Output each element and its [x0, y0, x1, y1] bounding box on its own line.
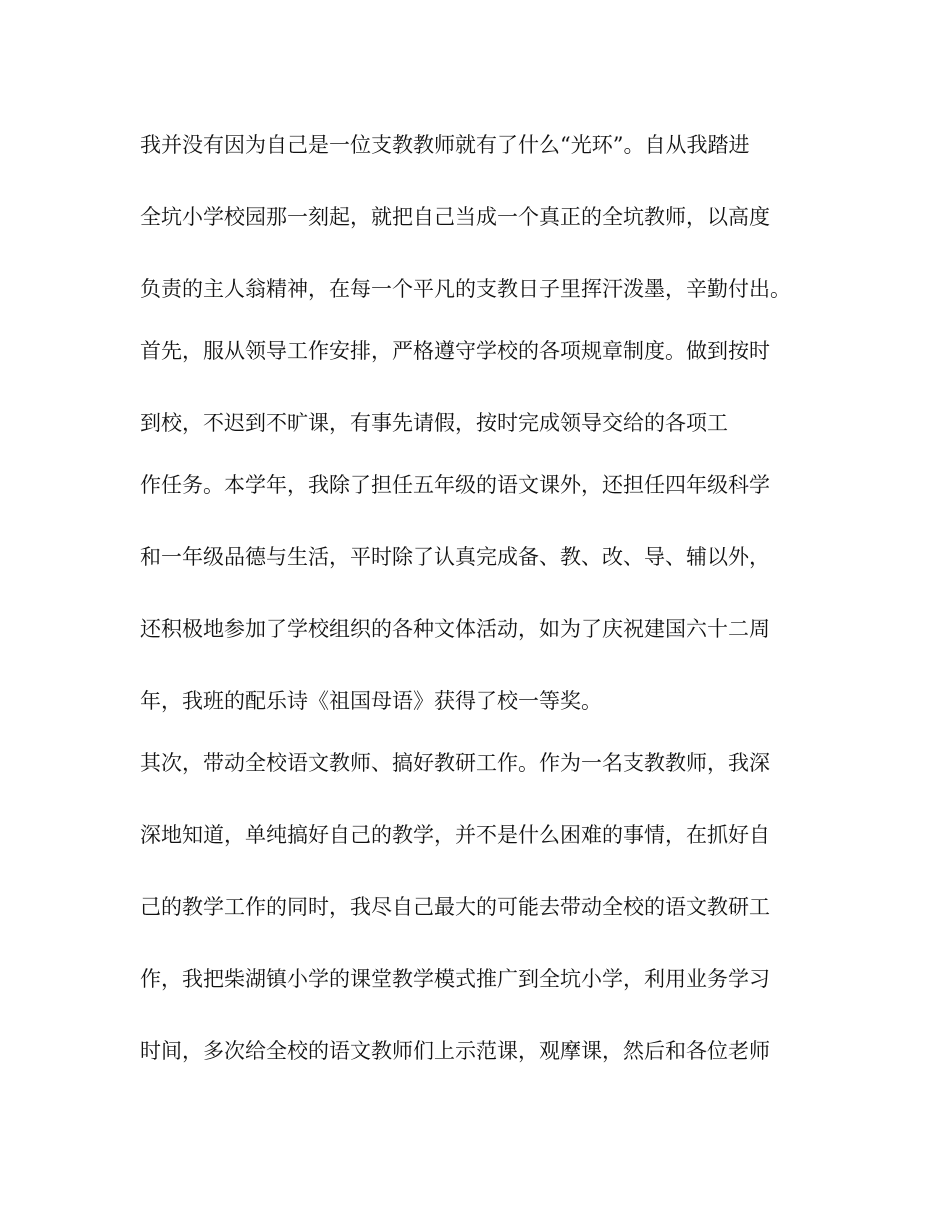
text-line: 时间，多次给全校的语文教师们上示范课，观摩课，然后和各位老师 — [140, 1039, 770, 1063]
text-line: 作任务。本学年，我除了担任五年级的语文课外，还担任四年级科学 — [140, 473, 770, 497]
text-line: 年，我班的配乐诗《祖国母语》获得了校一等奖。 — [140, 689, 602, 713]
text-line: 深地知道，单纯搞好自己的教学，并不是什么困难的事情，在抓好自 — [140, 823, 770, 847]
text-line: 我并没有因为自己是一位支教教师就有了什么“光环”。自从我踏进 — [140, 133, 750, 157]
text-line: 首先，服从领导工作安排，严格遵守学校的各项规章制度。做到按时 — [140, 339, 770, 363]
text-line: 全坑小学校园那一刻起，就把自己当成一个真正的全坑教师，以高度 — [140, 205, 770, 229]
text-line: 其次，带动全校语文教师、搞好教研工作。作为一名支教教师，我深 — [140, 751, 770, 775]
text-line: 和一年级品德与生活，平时除了认真完成备、教、改、导、辅以外， — [140, 545, 770, 569]
text-line: 负责的主人翁精神，在每一个平凡的支教日子里挥汗泼墨，辛勤付出。 — [140, 277, 791, 301]
text-line: 己的教学工作的同时，我尽自己最大的可能去带动全校的语文教研工 — [140, 895, 770, 919]
text-line: 到校，不迟到不旷课，有事先请假，按时完成领导交给的各项工 — [140, 411, 728, 435]
text-line: 还积极地参加了学校组织的各种文体活动，如为了庆祝建国六十二周 — [140, 617, 770, 641]
text-line: 作，我把柴湖镇小学的课堂教学模式推广到全坑小学，利用业务学习 — [140, 967, 770, 991]
